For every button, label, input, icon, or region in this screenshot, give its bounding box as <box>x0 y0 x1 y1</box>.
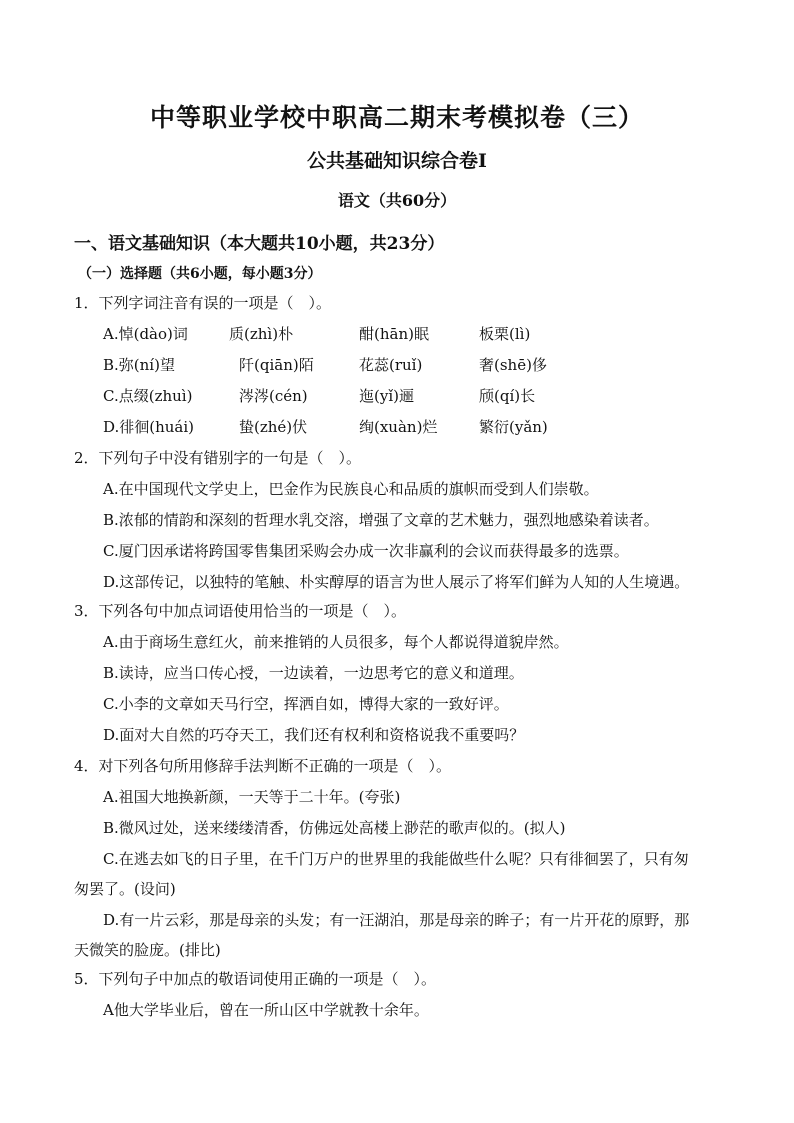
option-item: 颀(qí)长 <box>479 387 536 405</box>
exam-subtitle: 公共基础知识综合卷Ⅰ <box>307 150 487 172</box>
option-item: 迤(yǐ)逦 <box>359 387 414 405</box>
question-2-option-b: B.浓郁的情韵和深刻的哲理水乳交溶，增强了文章的艺术魅力，强烈地感染着读者。 <box>103 511 659 529</box>
question-2-option-a: A.在中国现代文学史上，巴金作为民族良心和品质的旗帜而受到人们崇敬。 <box>103 480 599 498</box>
question-3-option-b: B.读诗，应当口传心授，一边读着，一边思考它的意义和道理。 <box>103 664 524 682</box>
question-3-option-d: D.面对大自然的巧夺天工，我们还有权利和资格说我不重要吗？ <box>103 726 525 744</box>
subsection-heading: （一）选择题（共6小题，每小题3分） <box>78 266 322 282</box>
question-2-option-c: C.厦门因承诺将跨国零售集团采购会办成一次非赢利的会议而获得最多的选票。 <box>103 542 629 560</box>
option-item: A.悼(dào)词 <box>103 325 188 343</box>
option-item: 繁衍(yǎn) <box>479 418 548 436</box>
option-item: 花蕊(ruǐ) <box>359 356 423 374</box>
question-5-stem: 5．下列句子中加点的敬语词使用正确的一项是（ ）。 <box>74 970 437 988</box>
question-3-option-c: C.小李的文章如天马行空，挥洒自如，博得大家的一致好评。 <box>103 695 509 713</box>
question-4-option-d-cont: 天微笑的脸庞。(排比) <box>74 941 221 959</box>
exam-title: 中等职业学校中职高二期末考模拟卷（三） <box>149 103 644 132</box>
question-4-option-d: D.有一片云彩，那是母亲的头发；有一汪湖泊，那是母亲的眸子；有一片开花的原野，那 <box>103 911 690 929</box>
question-1-stem: 1．下列字词注音有误的一项是（ ）。 <box>74 294 332 312</box>
option-item: 阡(qiān)陌 <box>239 356 314 374</box>
option-item: C.点缀(zhuì) <box>103 387 193 405</box>
question-4-stem: 4．对下列各句所用修辞手法判断不正确的一项是（ ）。 <box>74 757 452 775</box>
question-4-option-b: B.微风过处，送来缕缕清香，仿佛远处高楼上渺茫的歌声似的。(拟人) <box>103 819 566 837</box>
section-heading: 一、语文基础知识（本大题共10小题，共23分） <box>74 234 445 254</box>
question-3-option-a: A.由于商场生意红火，前来推销的人员很多，每个人都说得道貌岸然。 <box>103 633 569 651</box>
option-item: 奢(shē)侈 <box>479 356 547 374</box>
option-item: 酣(hān)眠 <box>359 325 429 343</box>
question-4-option-c-cont: 匆罢了。(设问) <box>74 880 176 898</box>
question-4-option-c: C.在逃去如飞的日子里，在千门万户的世界里的我能做些什么呢？只有徘徊罢了，只有匆 <box>103 850 689 868</box>
option-item: 板栗(lì) <box>479 325 531 343</box>
option-item: 绚(xuàn)烂 <box>359 418 438 436</box>
subject-heading: 语文（共60分） <box>337 191 457 210</box>
question-3-stem: 3．下列各句中加点词语使用恰当的一项是（ ）。 <box>74 602 407 620</box>
question-2-option-d: D.这部传记，以独特的笔触、朴实醇厚的语言为世人展示了将军们鲜为人知的人生境遇。 <box>103 573 690 591</box>
question-4-option-a: A.祖国大地换新颜，一天等于二十年。(夸张) <box>103 788 401 806</box>
option-item: 蛰(zhé)伏 <box>239 418 308 436</box>
option-item: 涔涔(cén) <box>239 387 308 405</box>
option-item: 质(zhì)朴 <box>229 325 294 343</box>
option-item: D.徘徊(huái) <box>103 418 195 436</box>
option-item: B.弥(ní)望 <box>103 356 175 374</box>
question-2-stem: 2．下列句子中没有错别字的一句是（ ）。 <box>74 449 362 467</box>
question-5-option-a: A他大学毕业后，曾在一所山区中学就教十余年。 <box>103 1001 429 1019</box>
